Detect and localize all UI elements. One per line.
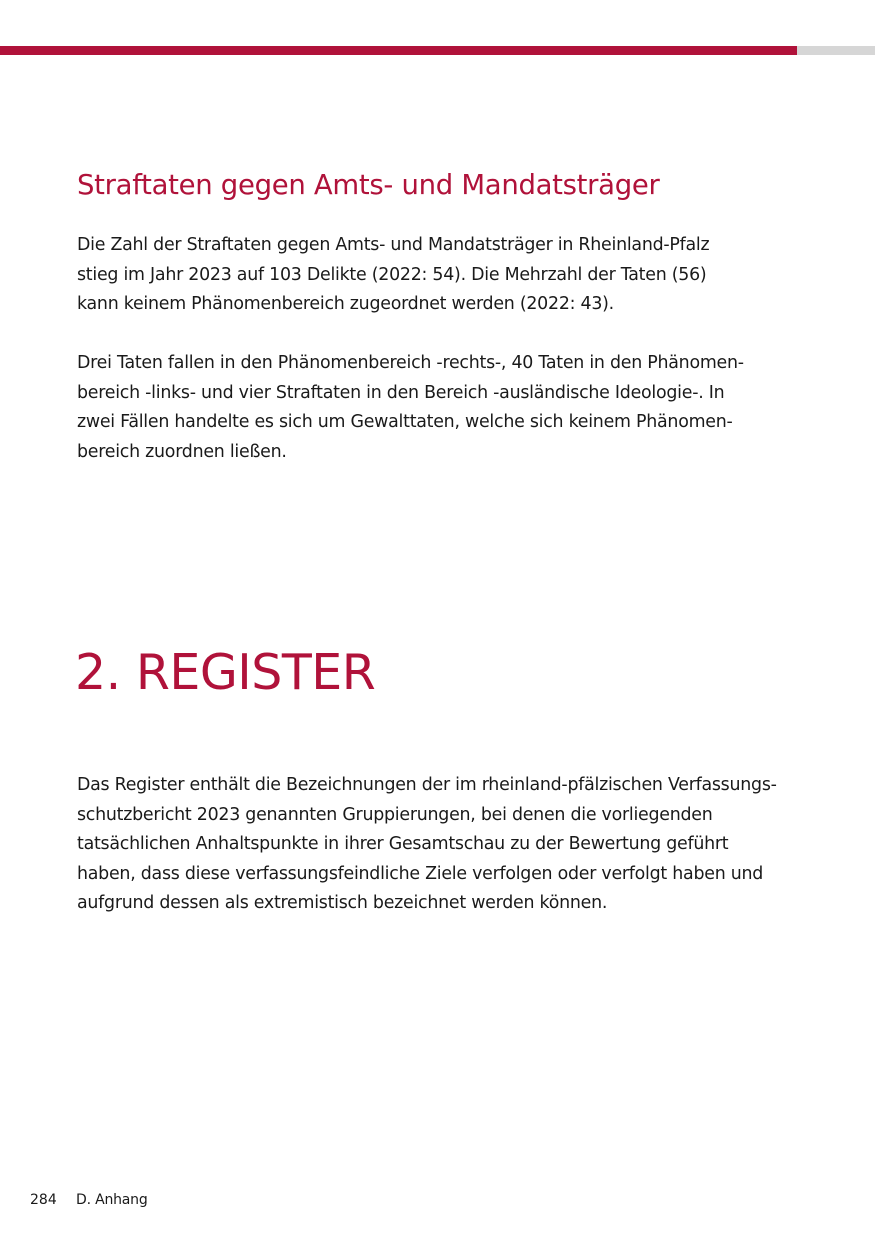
paragraph-line: stieg im Jahr 2023 auf 103 Delikte (2022: 54). Die Mehrzahl der Taten (56) [77, 264, 707, 285]
paragraph-line: bereich zuordnen ließen. [77, 441, 287, 462]
chapter-heading: 2. REGISTER [75, 644, 376, 701]
section-paragraph-2 [77, 349, 797, 467]
paragraph-line: aufgrund dessen als extremistisch bezeichnet werden können. [77, 893, 608, 913]
paragraph-line: Drei Taten fallen in den Phänomenbereich -rechts-, 40 Taten in den Phänomen- [77, 353, 744, 373]
footer-section-label: D. Anhang [76, 1192, 148, 1208]
paragraph-line: Die Zahl der Straftaten gegen Amts- und Mandatsträger in Rheinland-Pfalz [77, 235, 710, 255]
section-heading: Straftaten gegen Amts- und Mandatsträger [77, 169, 660, 201]
section-paragraph-1 [77, 231, 797, 320]
paragraph-line: schutzbericht 2023 genannten Gruppierungen, bei denen die vorliegenden [77, 804, 713, 825]
paragraph-line: tatsächlichen Anhaltspunkte in ihrer Gesamtschau zu der Bewertung geführt [77, 834, 729, 854]
paragraph-line: zwei Fällen handelte es sich um Gewalttaten, welche sich keinem Phänomen- [77, 412, 733, 432]
paragraph-line: bereich -links- und vier Straftaten in den Bereich -ausländische Ideologie-. In [77, 382, 725, 403]
paragraph-line: haben, dass diese verfassungsfeindliche Ziele verfolgen oder verfolgt haben und [77, 863, 764, 884]
paragraph-line: kann keinem Phänomenbereich zugeordnet werden (2022: 43). [77, 294, 614, 314]
page-number: 284 [30, 1192, 57, 1208]
paragraph-line: Das Register enthält die Bezeichnungen der im rheinland-pfälzischen Verfassungs- [77, 775, 777, 795]
header-accent-bar [0, 46, 797, 55]
chapter-paragraph [77, 771, 797, 919]
header-grey-bar [797, 46, 875, 55]
